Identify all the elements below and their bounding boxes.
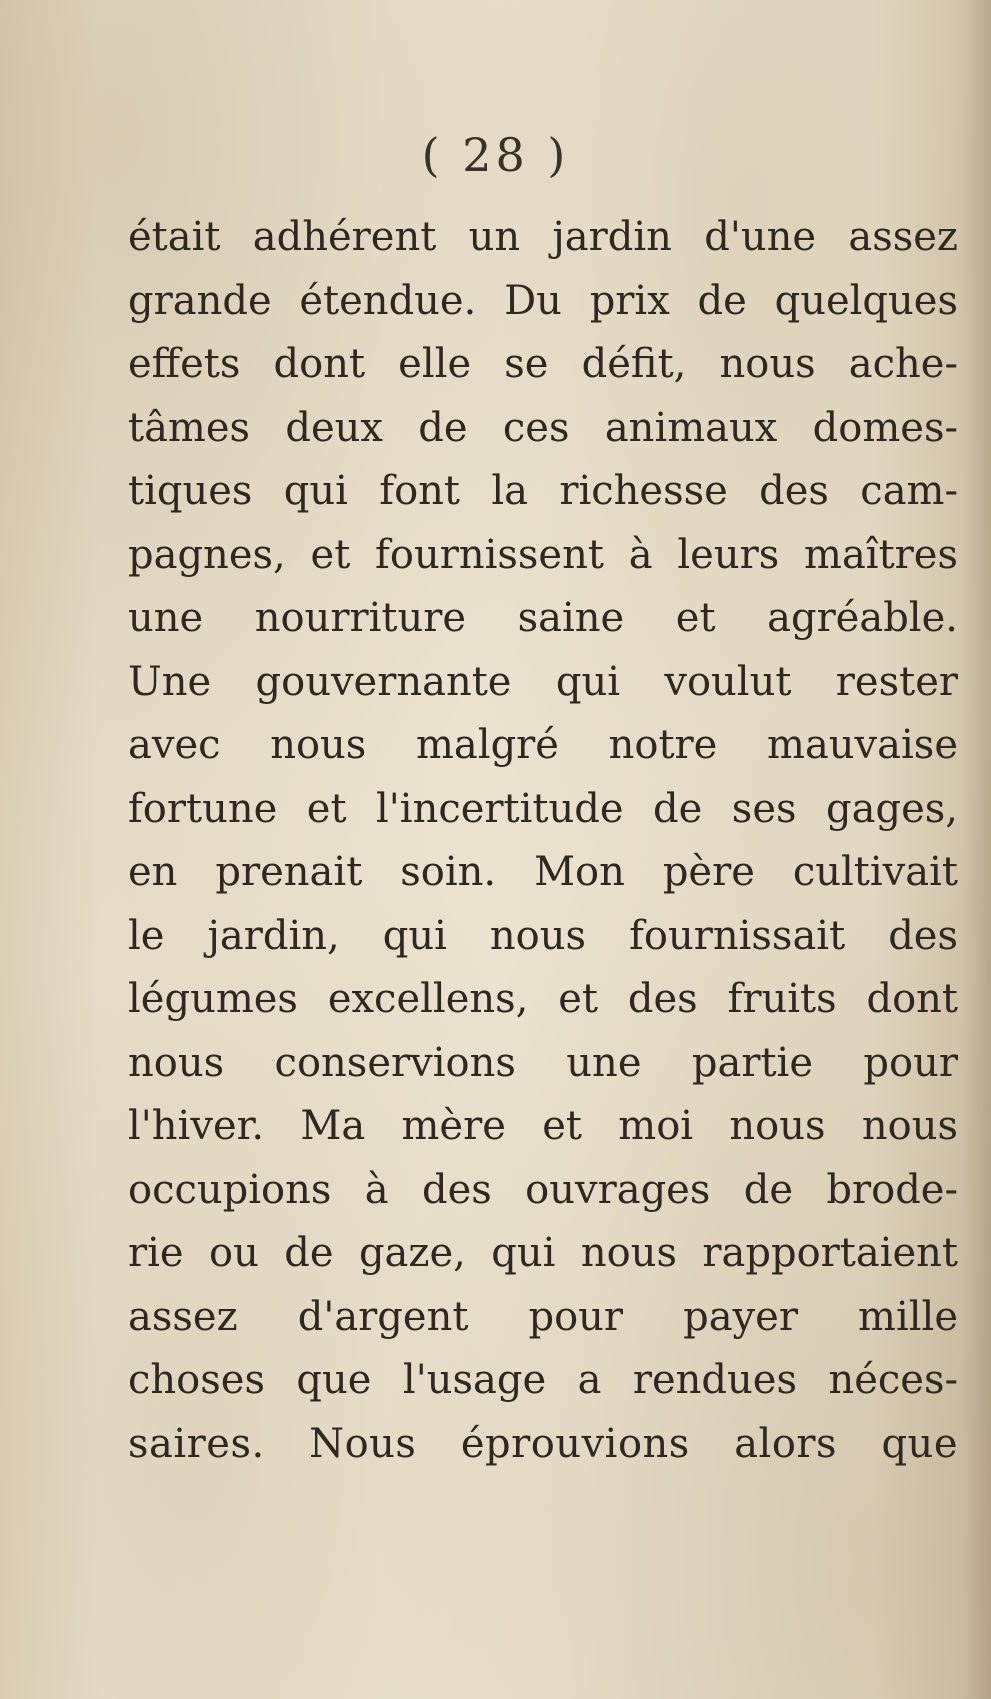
text-line: le jardin, qui nous fournissait des — [128, 912, 958, 959]
text-line: grande étendue. Du prix de quelques — [128, 277, 958, 324]
body-text — [128, 206, 958, 1476]
text-line: pagnes, et fournissent à leurs maîtres — [128, 531, 958, 578]
text-line: légumes excellens, et des fruits dont — [128, 976, 958, 1022]
text-line: avec nous malgré notre mauvaise — [128, 722, 958, 768]
text-line: effets dont elle se défit, nous ache- — [128, 341, 958, 387]
page-gutter-shadow — [961, 0, 991, 1699]
text-line: l'hiver. Ma mère et moi nous nous — [128, 1103, 958, 1149]
text-line: était adhérent un jardin d'une assez — [128, 214, 958, 260]
text-line: choses que l'usage a rendues néces- — [128, 1357, 958, 1403]
text-line: Une gouvernante qui voulut rester — [128, 658, 958, 705]
text-line: nous conservions une partie pour — [128, 1039, 958, 1086]
text-line: une nourriture saine et agréable. — [128, 595, 958, 641]
text-line: tiques qui font la richesse des cam- — [128, 468, 958, 514]
text-line: saires. Nous éprouvions alors que — [128, 1420, 958, 1467]
text-line: fortune et l'incertitude de ses gages, — [128, 785, 958, 832]
text-line: tâmes deux de ces animaux domes- — [128, 404, 958, 451]
text-line: rie ou de gaze, qui nous rapportaient — [128, 1230, 958, 1276]
text-line: occupions à des ouvrages de brode- — [128, 1166, 958, 1213]
page-number: ( 28 ) — [421, 128, 570, 182]
text-line: assez d'argent pour payer mille — [128, 1293, 958, 1340]
text-line: en prenait soin. Mon père cultivait — [128, 849, 958, 895]
